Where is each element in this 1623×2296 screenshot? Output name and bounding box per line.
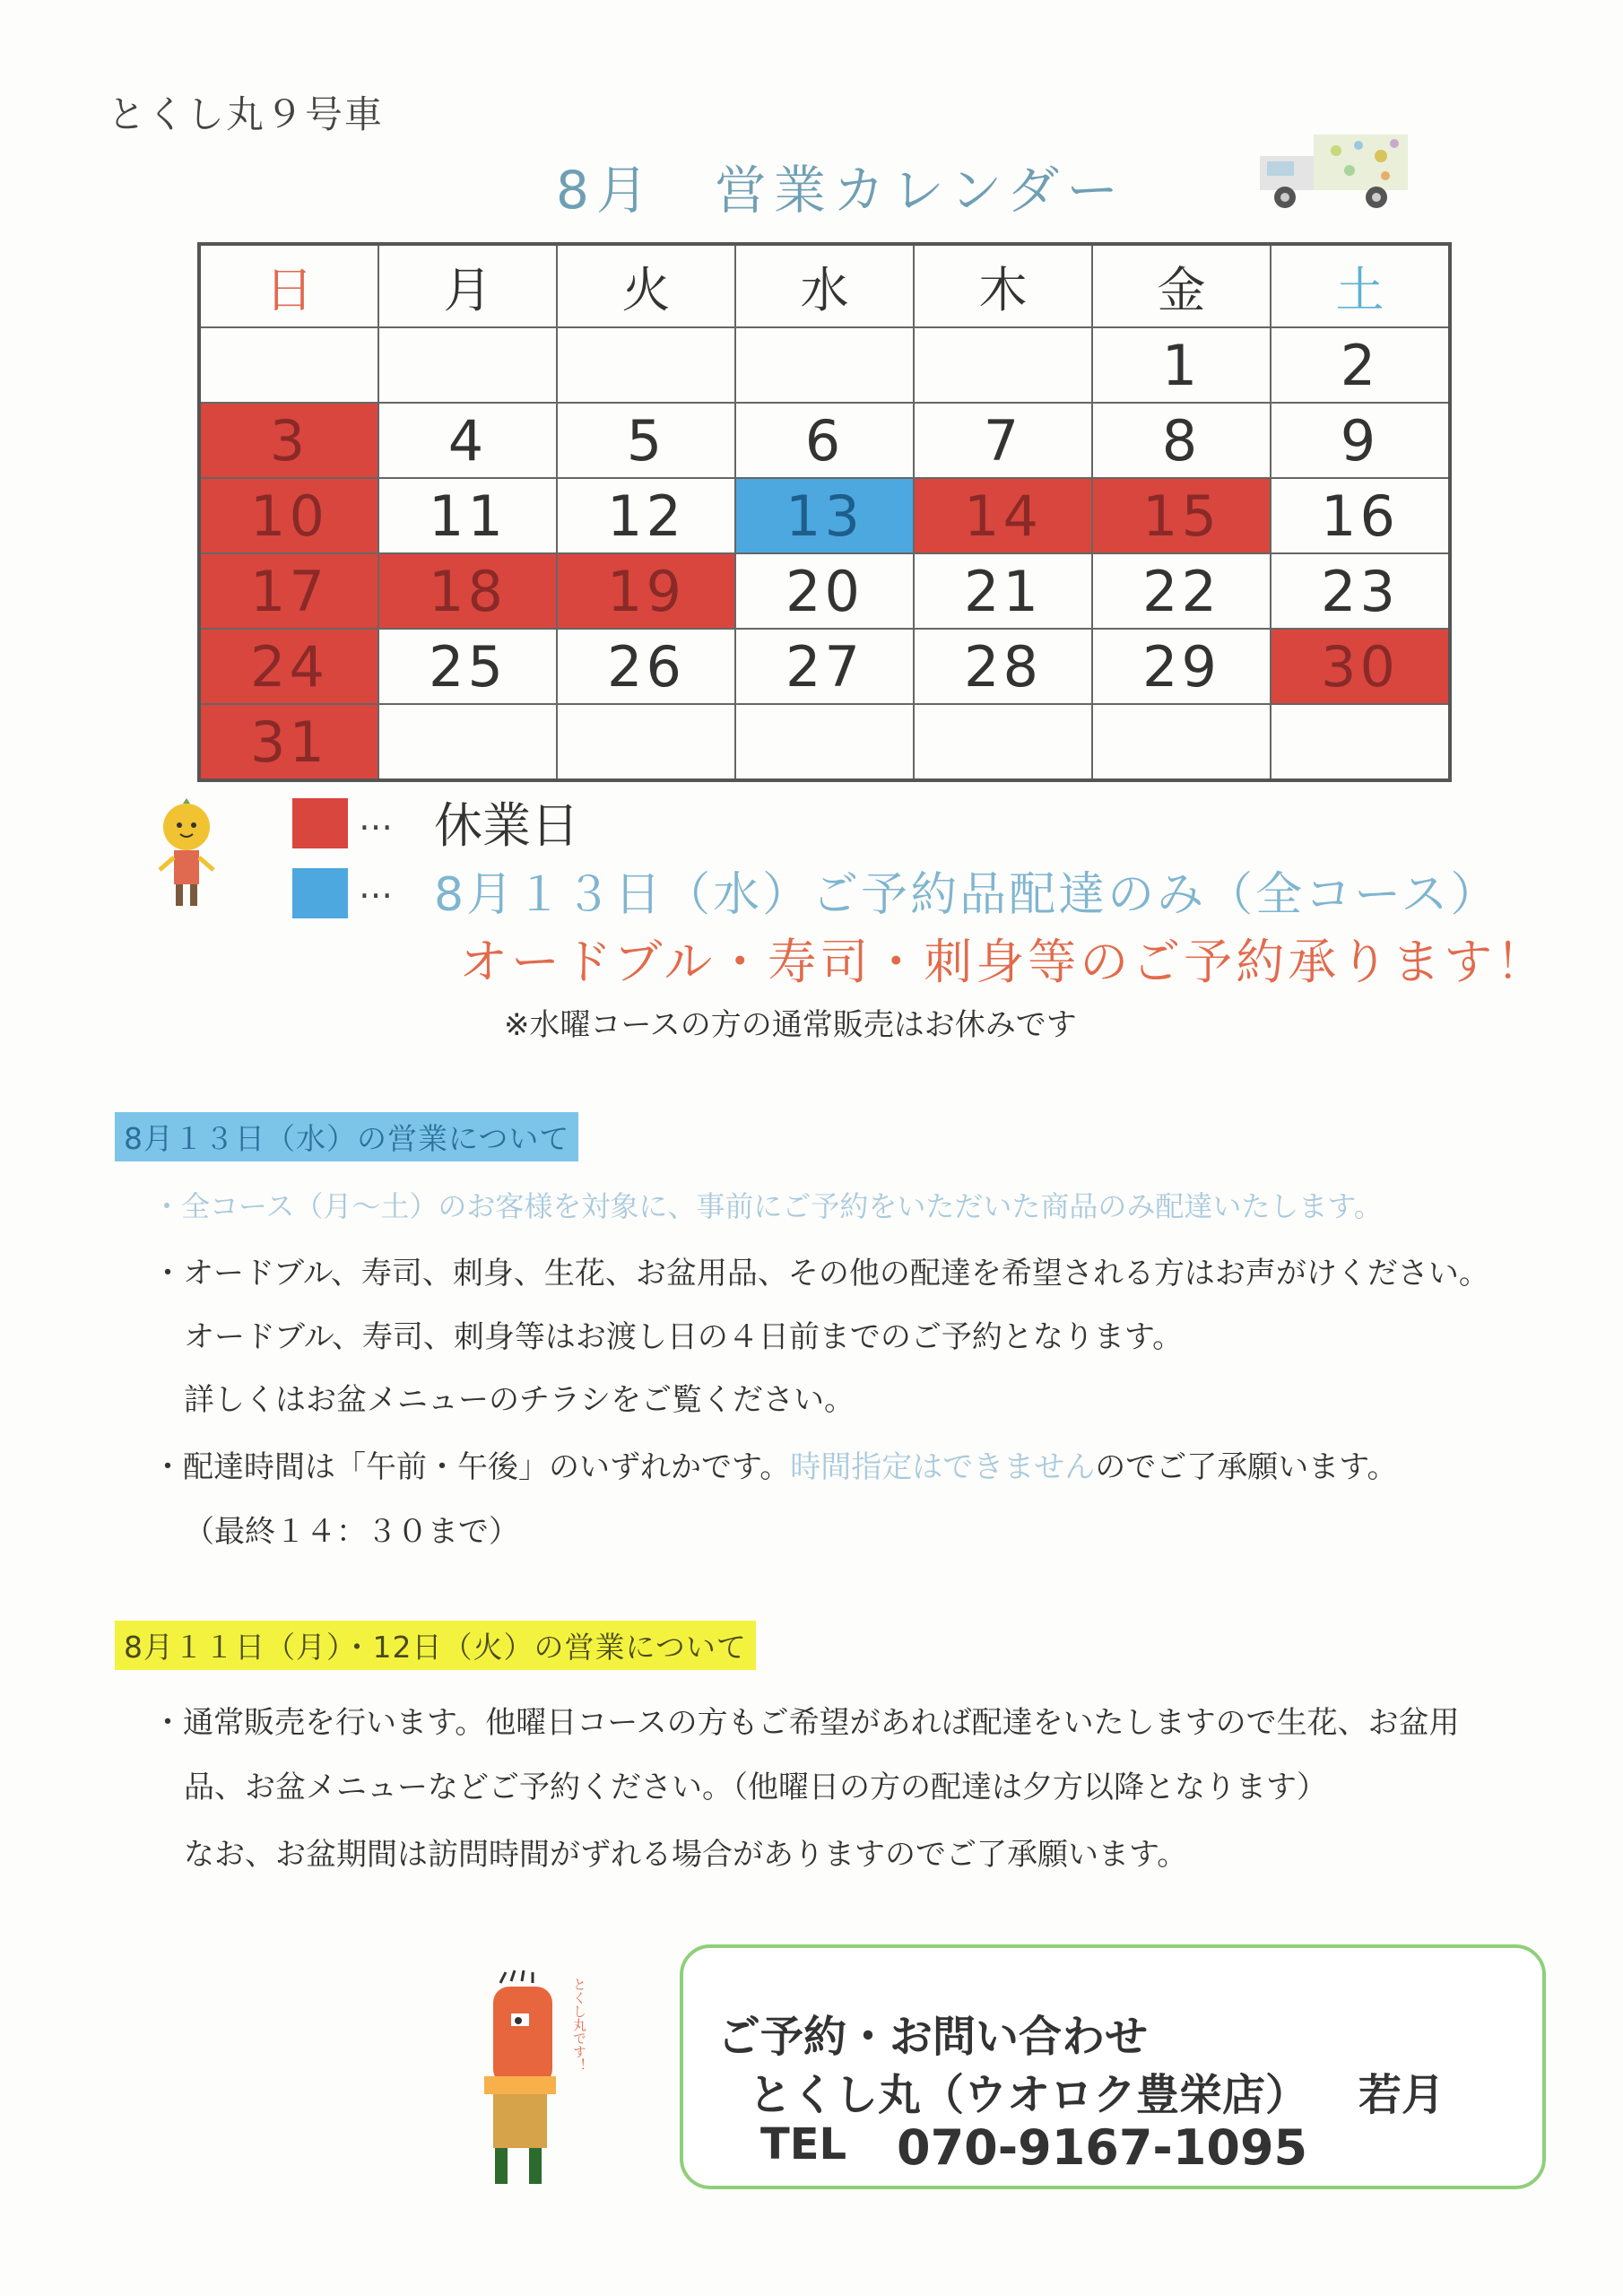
calendar-day-cell: 12 [557, 478, 735, 553]
calendar-day-cell: 6 [735, 403, 914, 478]
calendar-day-cell: 3 [199, 403, 378, 478]
section2-heading: 8月１１日（月）・12日（火）の営業について [115, 1621, 756, 1670]
calendar-day-cell: 31 [199, 704, 378, 780]
weekday-header: 月 [378, 244, 557, 327]
calendar-header-row [199, 244, 1450, 327]
mascot-vertical-text: とくし丸です！ [571, 1978, 587, 2072]
calendar-day-cell: 13 [735, 478, 914, 553]
calendar-day-cell: 28 [914, 629, 1092, 704]
section1-line: （最終１４：３０まで） [184, 1514, 519, 1550]
calendar-day-cell: 14 [914, 478, 1092, 553]
calendar-body [199, 327, 1450, 780]
calendar-day-cell: 25 [378, 629, 557, 704]
calendar-empty-cell [1271, 704, 1450, 780]
calendar-day-cell: 23 [1271, 553, 1450, 629]
section2-line: ・通常販売を行います。他曜日コースの方もご希望があれば配達をいたしますので生花、お盆用 [152, 1705, 1460, 1741]
calendar-day-cell: 27 [735, 629, 914, 704]
mascot-large-icon [466, 1969, 601, 2202]
calendar-day-cell: 30 [1271, 629, 1450, 704]
calendar-week-row [199, 629, 1450, 704]
contact-title: ご予約・お問い合わせ [717, 2012, 1149, 2062]
calendar-empty-cell [914, 327, 1092, 403]
contact-person: 若月 [1358, 2070, 1445, 2120]
section1-line: ・オードブル、寿司、刺身、生花、お盆用品、その他の配達を希望される方はお声がけください。 [152, 1256, 1489, 1292]
calendar-day-cell: 2 [1271, 327, 1450, 403]
section2-line: なお、お盆期間は訪問時間がずれる場合がありますのでご了承願います。 [184, 1837, 1188, 1873]
contact-tel: 070-9167-1095 [897, 2119, 1308, 2176]
calendar-empty-cell [914, 704, 1092, 780]
delivery-time-text: ・配達時間は「午前・午後」のいずれかです。 [152, 1449, 791, 1485]
contact-shop: とくし丸（ウオロク豊栄店） [749, 2070, 1309, 2120]
weekday-header: 土 [1271, 244, 1450, 327]
legend-closed-label: 休業日 [434, 797, 579, 854]
legend-special-swatch [292, 868, 348, 918]
mascot-small-icon [151, 798, 222, 915]
section1-delivery-line [152, 1442, 1398, 1486]
calendar-week-row [199, 327, 1450, 403]
calendar-day-cell: 16 [1271, 478, 1450, 553]
truck-icon [1251, 126, 1417, 220]
section1-line: オードブル、寿司、刺身等はお渡し日の４日前までのご予約となります。 [184, 1319, 1184, 1355]
calendar-day-cell: 24 [199, 629, 378, 704]
weekday-header: 水 [735, 244, 914, 327]
calendar-empty-cell [557, 327, 735, 403]
calendar-day-cell: 4 [378, 403, 557, 478]
truck-label: とくし丸９号車 [108, 92, 385, 136]
weekday-header: 金 [1092, 244, 1271, 327]
calendar-week-row [199, 553, 1450, 629]
section2-line: 品、お盆メニューなどご予約ください。（他曜日の方の配達は夕方以降となります） [184, 1770, 1327, 1805]
calendar-day-cell: 17 [199, 553, 378, 629]
delivery-time-suffix: のでご了承願います。 [1095, 1449, 1398, 1485]
legend-note: ※水曜コースの方の通常販売はお休みです [504, 1007, 1077, 1043]
calendar-empty-cell [378, 327, 557, 403]
calendar-empty-cell [199, 327, 378, 403]
weekday-header: 日 [199, 244, 378, 327]
calendar-empty-cell [557, 704, 735, 780]
section1-line: ・全コース（月～土）のお客様を対象に、事前にご予約をいただいた商品のみ配達いたします。 [152, 1189, 1383, 1223]
calendar-day-cell: 15 [1092, 478, 1271, 553]
calendar-day-cell: 5 [557, 403, 735, 478]
section1-line: 詳しくはお盆メニューのチラシをご覧ください。 [184, 1382, 855, 1418]
calendar-week-row [199, 478, 1450, 553]
calendar-day-cell: 21 [914, 553, 1092, 629]
section1-heading: 8月１３日（水）の営業について [115, 1112, 578, 1161]
calendar-day-cell: 11 [378, 478, 557, 553]
calendar-day-cell: 20 [735, 553, 914, 629]
calendar-day-cell: 18 [378, 553, 557, 629]
legend-dots: … [359, 798, 393, 838]
calendar-day-cell: 29 [1092, 629, 1271, 704]
calendar-table [197, 242, 1452, 782]
calendar-day-cell: 10 [199, 478, 378, 553]
calendar-empty-cell [735, 327, 914, 403]
calendar-day-cell: 26 [557, 629, 735, 704]
delivery-time-faded: 時間指定はできません [790, 1449, 1096, 1485]
contact-tel-label: TEL [760, 2119, 847, 2170]
legend-orders-label: オードブル・寿司・刺身等のご予約承ります！ [459, 934, 1549, 990]
calendar-empty-cell [378, 704, 557, 780]
weekday-header: 火 [557, 244, 735, 327]
calendar-day-cell: 8 [1092, 403, 1271, 478]
calendar-week-row [199, 704, 1450, 780]
calendar-title: 8月 営業カレンダー [556, 160, 1126, 221]
calendar-day-cell: 22 [1092, 553, 1271, 629]
calendar-empty-cell [1092, 704, 1271, 780]
calendar-day-cell: 7 [914, 403, 1092, 478]
calendar-week-row [199, 403, 1450, 478]
legend-closed-swatch [292, 798, 348, 848]
calendar-day-cell: 9 [1271, 403, 1450, 478]
calendar-empty-cell [735, 704, 914, 780]
calendar-day-cell: 19 [557, 553, 735, 629]
legend-special-label: 8月１３日（水）ご予約品配達のみ（全コース） [434, 868, 1500, 922]
weekday-header: 木 [914, 244, 1092, 327]
legend-dots: … [359, 866, 393, 906]
calendar-day-cell: 1 [1092, 327, 1271, 403]
